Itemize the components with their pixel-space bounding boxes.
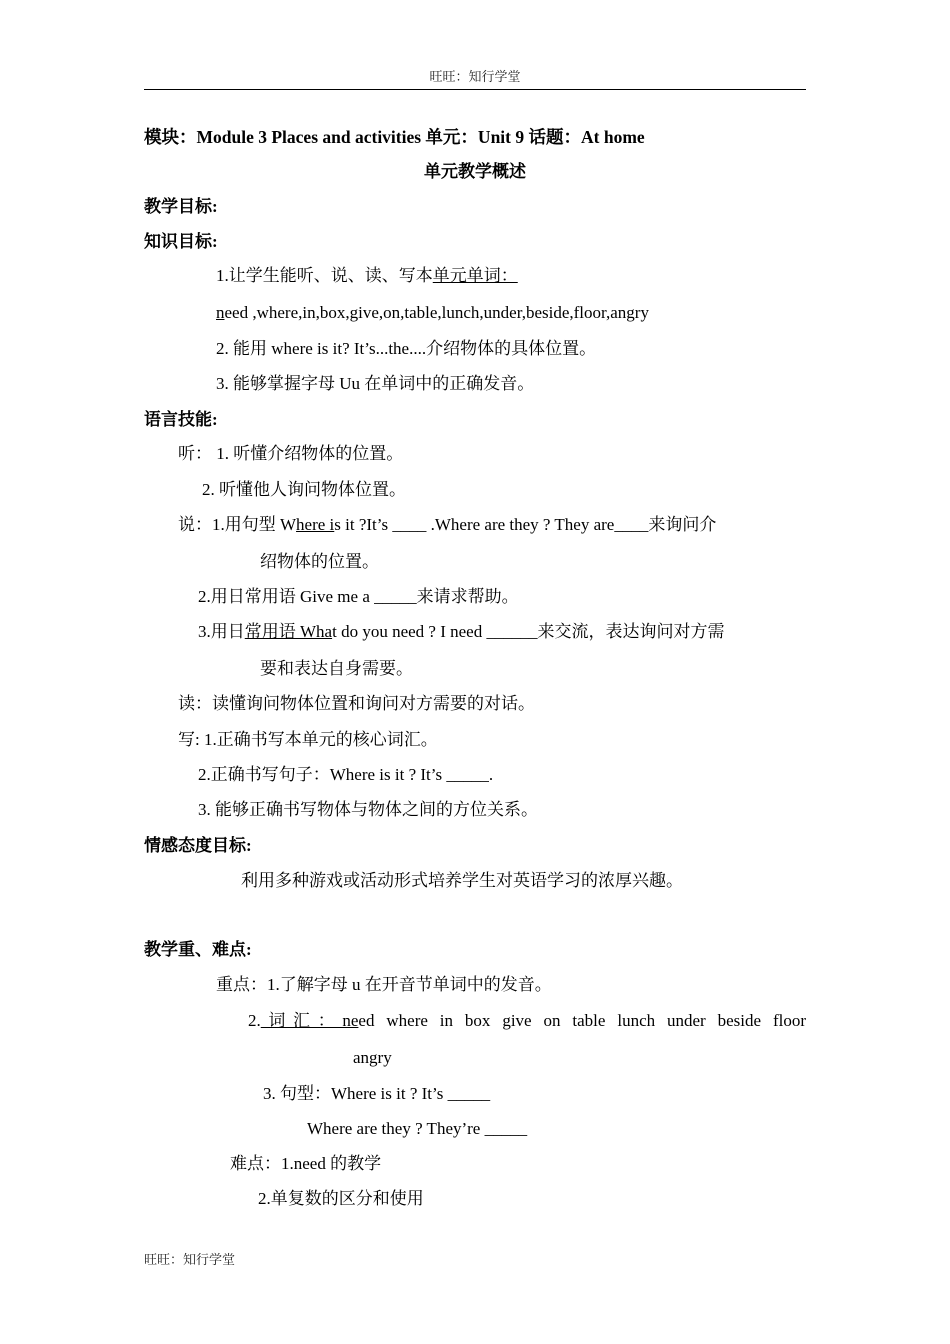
listening-item-1: 听： 1. 听懂介绍物体的位置。 bbox=[178, 444, 404, 463]
speaking-item-2: 2.用日常用语 Give me a _____来请求帮助。 bbox=[198, 587, 519, 606]
underlined-text: here i bbox=[296, 515, 335, 534]
text-segment: t do you need ? I need ______来交流，表达询问对方需 bbox=[332, 622, 725, 641]
heading-language-skills: 语言技能: bbox=[144, 410, 218, 429]
underlined-text: 词汇：ne bbox=[260, 1011, 359, 1030]
key-point-3: 3. 句型：Where is it ? It’s _____ bbox=[263, 1084, 491, 1103]
key-point-1: 重点：1.了解字母 u 在开音节单词中的发音。 bbox=[216, 975, 552, 994]
text-segment: 说：1.用句型 W bbox=[178, 515, 297, 534]
underlined-text: 常用语 Wha bbox=[244, 622, 333, 641]
knowledge-item-3: 3. 能够掌握字母 Uu 在单词中的正确发音。 bbox=[216, 374, 535, 393]
reading-item: 读：读懂询问物体位置和询问对方需要的对话。 bbox=[178, 694, 535, 713]
difficulty-2: 2.单复数的区分和使用 bbox=[258, 1189, 424, 1208]
text-segment: 2. bbox=[248, 1011, 261, 1030]
writing-item-3: 3. 能够正确书写物体与物体之间的方位关系。 bbox=[198, 800, 538, 819]
heading-teaching-goals: 教学目标: bbox=[144, 197, 218, 216]
speaking-item-1 bbox=[178, 514, 716, 536]
knowledge-item-1 bbox=[216, 265, 518, 287]
key-point-2-cont: angry bbox=[353, 1048, 392, 1067]
text-segment: 3.用日 bbox=[198, 622, 245, 641]
writing-item-2: 2.正确书写句子：Where is it ? It’s _____. bbox=[198, 765, 494, 784]
text-segment: s it ?It’s ____ .Where are they ? They are____来询问介 bbox=[334, 515, 717, 534]
knowledge-item-2: 2. 能用 where is it? It’s...the....介绍物体的具体位置。 bbox=[216, 339, 597, 358]
heading-knowledge-goals: 知识目标: bbox=[144, 232, 218, 251]
speaking-item-3 bbox=[198, 621, 724, 643]
text-segment: eed ,where,in,box,give,on,table,lunch,under,beside,floor,angry bbox=[224, 303, 649, 322]
underlined-text: n bbox=[216, 303, 225, 322]
vocabulary-list bbox=[216, 302, 649, 324]
key-point-3-cont: Where are they ? They’re _____ bbox=[307, 1119, 528, 1138]
underlined-text: 单元单词： bbox=[432, 266, 518, 285]
heading-attitude-goals: 情感态度目标: bbox=[144, 836, 252, 855]
document-title: 模块：Module 3 Places and activities 单元：Unit 9 话题：At home bbox=[144, 127, 645, 147]
text-segment: ed where in box give on table lunch under beside floor bbox=[358, 1011, 807, 1030]
attitude-item: 利用多种游戏或活动形式培养学生对英语学习的浓厚兴趣。 bbox=[241, 871, 683, 890]
difficulty-1: 难点：1.need 的教学 bbox=[230, 1154, 382, 1173]
page-header: 旺旺：知行学堂 bbox=[144, 66, 806, 90]
page-footer: 旺旺：知行学堂 bbox=[144, 1252, 236, 1267]
writing-item-1: 写: 1.正确书写本单元的核心词汇。 bbox=[178, 730, 438, 749]
speaking-item-1-cont: 绍物体的位置。 bbox=[260, 552, 379, 571]
listening-item-2: 2. 听懂他人询问物体位置。 bbox=[202, 480, 406, 499]
section-title: 单元教学概述 bbox=[424, 162, 526, 181]
heading-key-points: 教学重、难点: bbox=[144, 940, 252, 959]
text-segment: 1.让学生能听、说、读、写本 bbox=[216, 266, 433, 285]
speaking-item-3-cont: 要和表达自身需要。 bbox=[260, 659, 413, 678]
key-point-2 bbox=[248, 1010, 806, 1032]
